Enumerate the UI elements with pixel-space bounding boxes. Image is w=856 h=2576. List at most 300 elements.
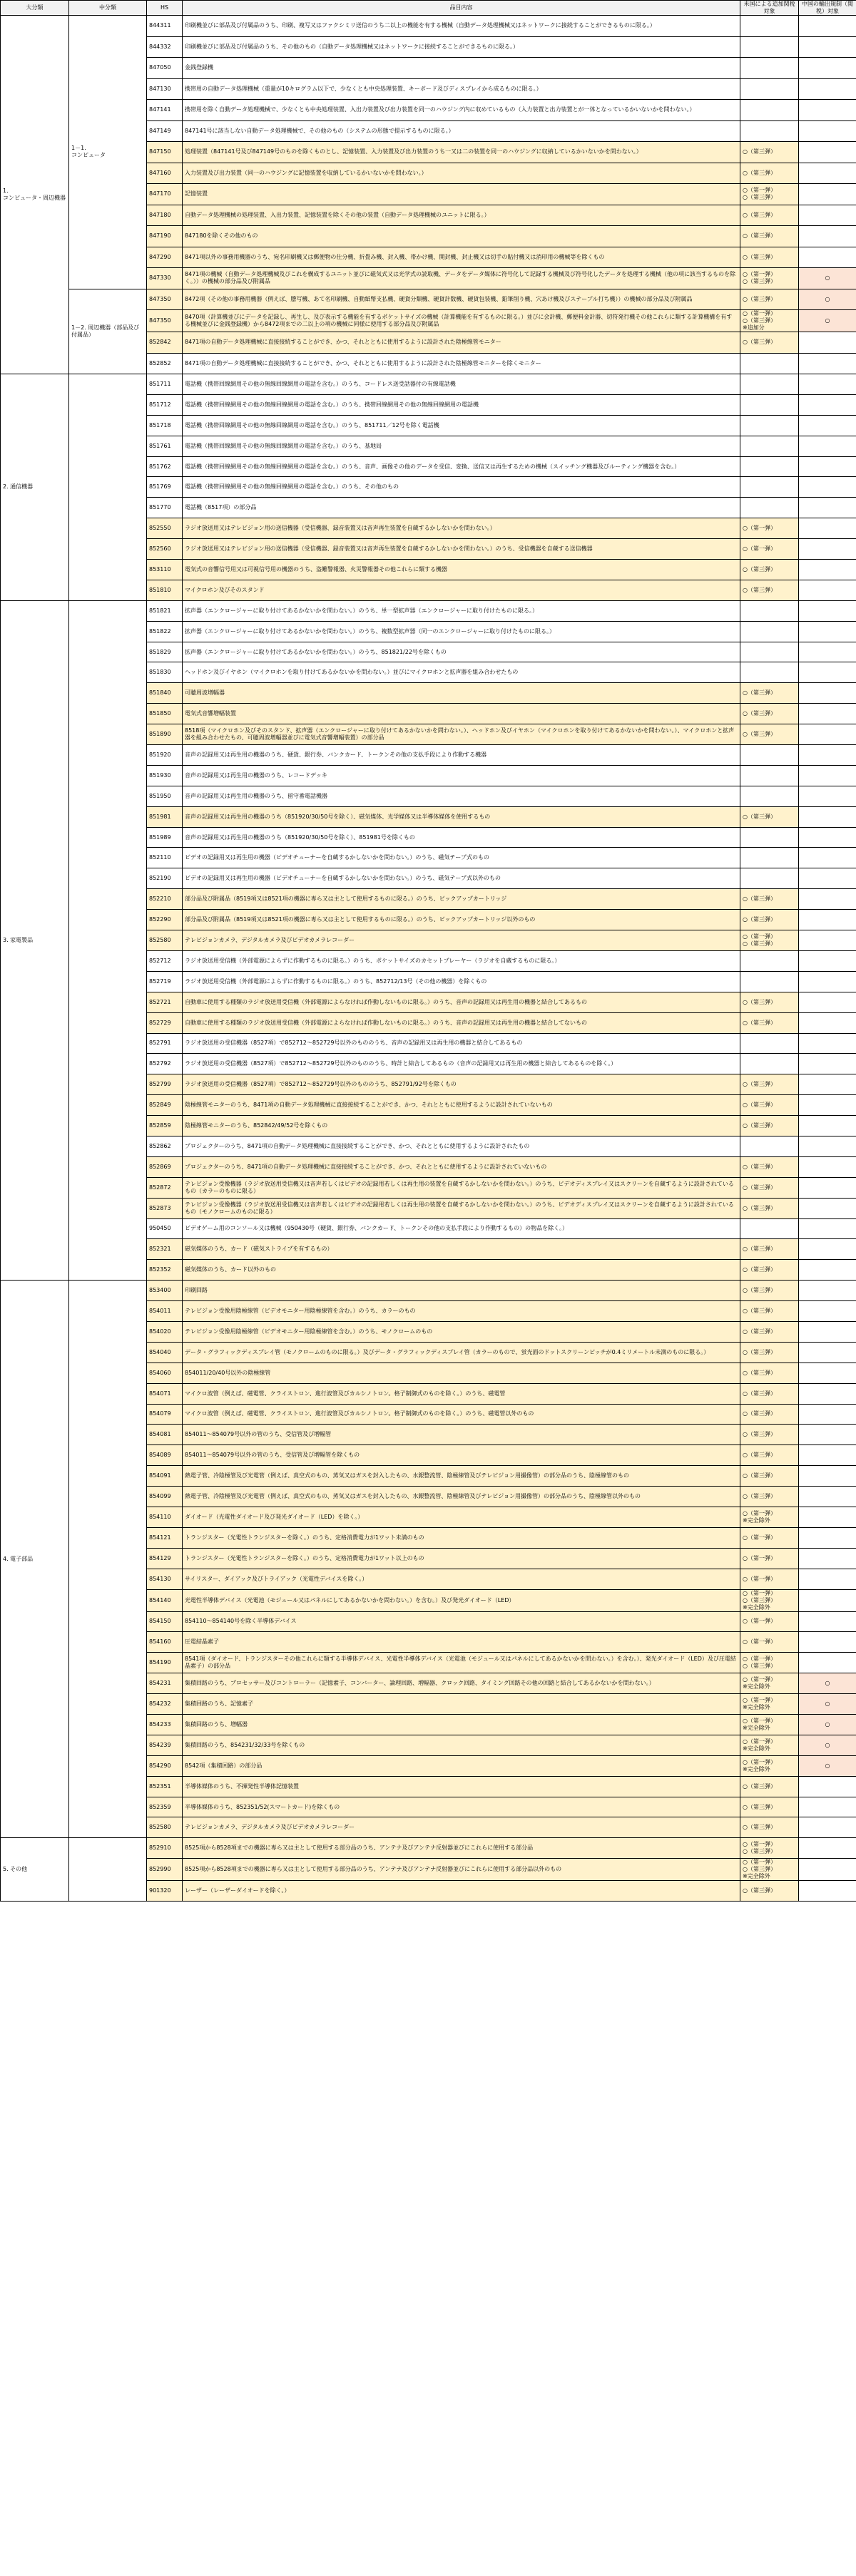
hs-code: 851821 [147, 600, 183, 621]
china-control-mark [799, 1116, 856, 1136]
china-control-mark [799, 683, 856, 704]
hs-code: 851890 [147, 724, 183, 745]
hs-code: 851989 [147, 827, 183, 848]
china-control-mark [799, 786, 856, 806]
item-description: マイクロホン及びそのスタンド [183, 580, 740, 600]
china-control-mark [799, 163, 856, 184]
china-control-mark [799, 1548, 856, 1569]
hs-code: 847050 [147, 58, 183, 79]
china-control-mark [799, 353, 856, 374]
item-description: 854011～854079号以外の管のうち、受信管及び増幅管を除くもの [183, 1445, 740, 1466]
hs-code: 852550 [147, 518, 183, 539]
hs-code: 950450 [147, 1218, 183, 1239]
item-description: ビデオの記録用又は再生用の機器（ビデオチューナーを自蔵するかしないかを問わない。）のうち、磁気テープ式のもの [183, 848, 740, 868]
us-tariff-mark: ○（第一弾） [740, 1527, 799, 1548]
item-description: 8471項の自動データ処理機械に直接接続することができ、かつ、それとともに使用するように設計された陰極線管モニターを除くモニター [183, 353, 740, 374]
us-tariff-mark: ○（第三弾） [740, 1342, 799, 1363]
china-control-mark [799, 1507, 856, 1527]
us-tariff-mark: ○（第三弾） [740, 1445, 799, 1466]
item-description: 携帯用を除く自動データ処理機械で、少なくとも中央処理装置、入出力装置及び出力装置を同一のハウジング内に収めているもの（入力装置と出力装置とが一体となっているかいないかを問わない。） [183, 100, 740, 121]
china-control-mark [799, 16, 856, 37]
hs-code: 852990 [147, 1859, 183, 1881]
china-control-mark [799, 58, 856, 79]
hs-code: 851850 [147, 704, 183, 724]
hs-code: 854081 [147, 1425, 183, 1445]
item-description: トランジスター（光電性トランジスターを除く。）のうち、定格消費電力が1ワット未満のもの [183, 1527, 740, 1548]
item-description: ビデオゲーム用のコンソール又は機械（950430号（硬貨、銀行券、バンクカード、トークンその他の支払手段により作動するもの）の物品を除く。） [183, 1218, 740, 1239]
china-control-mark: ○ [799, 1673, 856, 1694]
hs-code: 847150 [147, 142, 183, 163]
item-description: 磁気媒体のうち、カード以外のもの [183, 1260, 740, 1281]
hs-code: 851930 [147, 765, 183, 786]
hs-code: 852190 [147, 868, 183, 889]
china-control-mark: ○ [799, 1694, 856, 1715]
hs-code: 852580 [147, 930, 183, 951]
hs-code: 847149 [147, 120, 183, 142]
item-description: 電話機（携帯回線網用その他の無線回線網用の電話を含む。）のうち、音声、画像その他のデータを受信、変換、送信又は再生するための機械（スイッチング機器及びルーティング機器を含む。） [183, 456, 740, 477]
china-control-mark [799, 1239, 856, 1260]
item-description: 記憶装置 [183, 184, 740, 205]
hs-code: 851981 [147, 806, 183, 827]
header-major: 大分類 [1, 1, 69, 16]
item-description: 音声の記録用又は再生用の機器のうち（851920/30/50号を除く）、磁気媒体、光学媒体又は半導体媒体を使用するもの [183, 806, 740, 827]
china-control-mark: ○ [799, 268, 856, 289]
us-tariff-mark [740, 78, 799, 100]
us-tariff-mark: ○（第三弾） [740, 1260, 799, 1281]
hs-code: 852872 [147, 1177, 183, 1198]
china-control-mark [799, 205, 856, 226]
us-tariff-mark: ○（第三弾） [740, 1156, 799, 1177]
hs-code: 847190 [147, 226, 183, 247]
us-tariff-mark [740, 868, 799, 889]
china-control-mark [799, 1445, 856, 1466]
table-row [1, 1281, 856, 1301]
china-control-mark [799, 1487, 856, 1507]
hs-code: 852352 [147, 1260, 183, 1281]
item-description: 8525項から8528項までの機器に専ら又は主として使用する部分品のうち、アンテナ及びアンテナ反射器並びにこれらに使用する部分品 [183, 1838, 740, 1859]
us-tariff-mark: ○（第三弾） [740, 1881, 799, 1902]
hs-code: 852321 [147, 1239, 183, 1260]
us-tariff-mark: ○（第一弾） ○（第三弾） [740, 1653, 799, 1673]
item-description: 部分品及び附属品（8519項又は8521項の機器に専ら又は主として使用するものに限る。）のうち、ピックアップカートリッジ [183, 889, 740, 910]
us-tariff-mark: ○（第三弾） [740, 332, 799, 354]
us-tariff-mark: ○（第一弾） ※完全除外 [740, 1755, 799, 1776]
item-description: 電話機（8517項）の部分品 [183, 498, 740, 518]
us-tariff-mark [740, 36, 799, 58]
china-control-mark [799, 992, 856, 1012]
hs-code: 854233 [147, 1715, 183, 1735]
china-control-mark [799, 950, 856, 971]
item-description: 自動データ処理機械の処理装置、入出力装置、記憶装置を除くその他の装置（自動データ処理機械のユニットに限る。） [183, 205, 740, 226]
china-control-mark [799, 1260, 856, 1281]
hs-code: 854130 [147, 1569, 183, 1589]
us-tariff-mark: ○（第三弾） [740, 163, 799, 184]
item-description: 8542項（集積回路）の部分品 [183, 1755, 740, 1776]
item-description: 8471項以外の事務用機器のうち、宛名印刷機又は郵便物の仕分機、折畳み機、封入機、帯かけ機、開封機、封止機又は切手の貼付機又は消印用の機械等を除くもの [183, 247, 740, 268]
item-description: ラジオ放送用受信機（外部電源によらずに作動するものに限る。）のうち、ポケットサイズのカセットプレーヤー（ラジオを自蔵するものに限る。） [183, 950, 740, 971]
item-description: 拡声器（エンクロージャーに取り付けてあるかないかを問わない。）のうち、複数型拡声器（同一のエンクロージャーに取り付けたものに限る。） [183, 621, 740, 642]
item-description: 電気式の音響信号用又は可視信号用の機器のうち、盗難警報器、火災警報器その他これらに類する機器 [183, 560, 740, 580]
china-control-mark [799, 1136, 856, 1156]
item-description: プロジェクターのうち、8471項の自動データ処理機械に直接接続することができ、かつ、それとともに使用するように設計されたもの [183, 1136, 740, 1156]
hs-code: 854160 [147, 1632, 183, 1653]
item-description: 光電性半導体デバイス（光電池（モジュール又はパネルにしてあるかないかを問わない。）を含む。）及び発光ダイオード（LED） [183, 1589, 740, 1611]
us-tariff-mark [740, 1033, 799, 1054]
us-tariff-mark: ○（第三弾） [740, 704, 799, 724]
us-tariff-mark: ○（第一弾） ※完全除外 [740, 1507, 799, 1527]
china-control-mark [799, 1218, 856, 1239]
item-description: 入力装置及び出力装置（同一のハウジングに記憶装置を収納しているかいないかを問わない。） [183, 163, 740, 184]
us-tariff-mark: ○（第三弾） [740, 910, 799, 930]
us-tariff-mark: ○（第三弾） [740, 1466, 799, 1487]
category-cell: 2. 通信機器 [1, 374, 69, 601]
hs-code: 852210 [147, 889, 183, 910]
us-tariff-mark [740, 58, 799, 79]
china-control-mark [799, 1177, 856, 1198]
item-description: 音声の記録用又は再生用の機器のうち（851920/30/50号を除く）、851981号を除くもの [183, 827, 740, 848]
hs-code: 852799 [147, 1074, 183, 1095]
china-control-mark [799, 910, 856, 930]
china-control-mark [799, 436, 856, 456]
hs-code: 854150 [147, 1611, 183, 1632]
item-description: 半導体媒体のうち、不揮発性半導体記憶装置 [183, 1776, 740, 1797]
hs-code: 854079 [147, 1404, 183, 1425]
us-tariff-mark: ○（第三弾） [740, 1239, 799, 1260]
item-description: 854110～854140号を除く半導体デバイス [183, 1611, 740, 1632]
hs-code: 854071 [147, 1383, 183, 1404]
item-description: 電気式音響増幅装置 [183, 704, 740, 724]
china-control-mark [799, 642, 856, 662]
us-tariff-mark: ○（第一弾） ※完全除外 [740, 1715, 799, 1735]
item-description: 部分品及び附属品（8519項又は8521項の機器に専ら又は主として使用するものに限る。）のうち、ピックアップカートリッジ以外のもの [183, 910, 740, 930]
china-control-mark [799, 827, 856, 848]
table-row [1, 600, 856, 621]
us-tariff-mark: ○（第三弾） [740, 289, 799, 310]
china-control-mark [799, 704, 856, 724]
us-tariff-mark: ○（第三弾） [740, 247, 799, 268]
item-description: ラジオ放送用の受信機器（8527項）で852712～852729号以外のもののうち、音声の記録用又は再生用の機器と結合してあるもの [183, 1033, 740, 1054]
us-tariff-mark: ○（第一弾） ○（第三弾） ※追加分 [740, 310, 799, 332]
us-tariff-mark: ○（第三弾） [740, 1198, 799, 1218]
item-description: 電話機（携帯回線網用その他の無線回線網用の電話を含む。）のうち、携帯回線網用その他の無線回線網用の電話機 [183, 394, 740, 415]
item-description: 音声の記録用又は再生用の機器のうち、レコードデッキ [183, 765, 740, 786]
item-description: 印刷回路 [183, 1281, 740, 1301]
us-tariff-mark: ○（第一弾） ※完全除外 [740, 1735, 799, 1755]
china-control-mark [799, 1838, 856, 1859]
us-tariff-mark [740, 1136, 799, 1156]
item-description: 8471項の機械（自動データ処理機械及びこれを構成するユニット並びに磁気式又は光学式の読取機、データをデータ媒体に符号化して記録する機械及び符号化したデータを処理する機械（他の項に該当するものを除く。））の機械の部分品及び附属品 [183, 268, 740, 289]
us-tariff-mark: ○（第三弾） [740, 1817, 799, 1838]
china-control-mark [799, 1383, 856, 1404]
us-tariff-mark [740, 621, 799, 642]
china-control-mark [799, 374, 856, 395]
item-description: 8525項から8528項までの機器に専ら又は主として使用する部分品のうち、アンテナ及びアンテナ反射器並びにこれらに使用する部分品以外のもの [183, 1859, 740, 1881]
us-tariff-mark: ○（第三弾） [740, 1012, 799, 1033]
hs-code: 851712 [147, 394, 183, 415]
china-control-mark [799, 142, 856, 163]
us-tariff-mark: ○（第一弾） ○（第三弾） ※完全除外 [740, 1859, 799, 1881]
china-control-mark [799, 600, 856, 621]
china-control-mark: ○ [799, 310, 856, 332]
hs-code: 852290 [147, 910, 183, 930]
us-tariff-mark: ○（第三弾） [740, 1074, 799, 1095]
item-description: 音声の記録用又は再生用の機器のうち、留守番電話機器 [183, 786, 740, 806]
us-tariff-mark [740, 353, 799, 374]
hs-code: 847330 [147, 268, 183, 289]
china-control-mark: ○ [799, 289, 856, 310]
header-hs: HS [147, 1, 183, 16]
us-tariff-mark: ○（第一弾） ○（第三弾） [740, 1838, 799, 1859]
china-control-mark [799, 930, 856, 951]
hs-code: 851810 [147, 580, 183, 600]
us-tariff-mark [740, 827, 799, 848]
china-control-mark [799, 1776, 856, 1797]
hs-code: 854089 [147, 1445, 183, 1466]
hs-code: 852842 [147, 332, 183, 354]
item-description: 磁気媒体のうち、カード（磁気ストライプを有するもの） [183, 1239, 740, 1260]
item-description: レーザー（レーザーダイオードを除く。） [183, 1881, 740, 1902]
hs-code: 852869 [147, 1156, 183, 1177]
header-us-control: 米国による追加関税対象 [740, 1, 799, 16]
china-control-mark [799, 1301, 856, 1322]
item-description: 圧電結晶素子 [183, 1632, 740, 1653]
category-cell: 4. 電子部品 [1, 1281, 69, 1838]
item-description: ヘッドホン及びイヤホン（マイクロホンを取り付けてあるかないかを問わない。）並びにマイクロホンと拡声器を組み合わせたもの [183, 662, 740, 683]
hs-code: 851840 [147, 683, 183, 704]
hs-code: 854232 [147, 1694, 183, 1715]
hs-code: 851822 [147, 621, 183, 642]
china-control-mark [799, 36, 856, 58]
china-control-mark [799, 1363, 856, 1383]
table-row [1, 16, 856, 37]
us-tariff-mark: ○（第三弾） [740, 806, 799, 827]
us-tariff-mark [740, 1218, 799, 1239]
us-tariff-mark: ○（第三弾） [740, 1776, 799, 1797]
china-control-mark [799, 78, 856, 100]
item-description: データ・グラフィックディスプレイ管（モノクロームのものに限る。）及びデータ・グラフィックディスプレイ管（カラーのもので、蛍光面のドットスクリーンピッチが0.4ミリメートル未満のものに限る。） [183, 1342, 740, 1363]
item-description: 携帯用の自動データ処理機械（重量が10キログラム以下で、少なくとも中央処理装置、キーボード及びディスプレイから成るものに限る。） [183, 78, 740, 100]
china-control-mark [799, 1632, 856, 1653]
subcategory-cell [69, 600, 147, 1280]
china-control-mark [799, 765, 856, 786]
hs-code: 854121 [147, 1527, 183, 1548]
china-control-mark [799, 1797, 856, 1817]
us-tariff-mark: ○（第三弾） [740, 1095, 799, 1116]
china-control-mark [799, 1281, 856, 1301]
hs-code: 854129 [147, 1548, 183, 1569]
china-control-mark [799, 120, 856, 142]
hs-code: 847170 [147, 184, 183, 205]
subcategory-cell [69, 1838, 147, 1902]
table-row [1, 374, 856, 395]
us-tariff-mark [740, 786, 799, 806]
us-tariff-mark [740, 971, 799, 992]
category-cell: 3. 家電製品 [1, 600, 69, 1280]
hs-code: 844311 [147, 16, 183, 37]
item-description: 拡声器（エンクロージャーに取り付けてあるかないかを問わない。）のうち、単一型拡声器（エンクロージャーに取り付けたものに限る。） [183, 600, 740, 621]
hs-code: 847350 [147, 310, 183, 332]
item-description: 拡声器（エンクロージャーに取り付けてあるかないかを問わない。）のうち、851821/22号を除くもの [183, 642, 740, 662]
hs-code: 851711 [147, 374, 183, 395]
china-control-mark [799, 1321, 856, 1342]
item-description: 8518項（マイクロホン及びそのスタンド、拡声器（エンクロージャーに取り付けてあるかないかを問わない。）、ヘッドホン及びイヤホン（マイクロホンを取り付けてあるかないかを問わない。）、マイクロホンと拡声器を組み合わせたもの、可聴周波増幅器並びに電気式音響増幅装置）の部分品 [183, 724, 740, 745]
hs-code: 853400 [147, 1281, 183, 1301]
hs-code: 847130 [147, 78, 183, 100]
hs-code: 854060 [147, 1363, 183, 1383]
hs-code: 854099 [147, 1487, 183, 1507]
hs-code: 901320 [147, 1881, 183, 1902]
item-description: 8541項（ダイオード、トランジスターその他これらに類する半導体デバイス、光電性半導体デバイス（光電池（モジュール又はパネルにしてあるかないかを問わない。）を含む。）、発光ダイオード（LED）及び圧電結晶素子）の部分品 [183, 1653, 740, 1673]
china-control-mark [799, 184, 856, 205]
hs-code: 847160 [147, 163, 183, 184]
hs-code: 854190 [147, 1653, 183, 1673]
us-tariff-mark [740, 477, 799, 498]
china-control-mark [799, 1425, 856, 1445]
china-control-mark [799, 394, 856, 415]
header-row [1, 1, 856, 16]
hs-code: 854020 [147, 1321, 183, 1342]
us-tariff-mark [740, 436, 799, 456]
category-cell: 5. その他 [1, 1838, 69, 1902]
item-description: 金銭登録機 [183, 58, 740, 79]
us-tariff-mark [740, 374, 799, 395]
item-description: ラジオ放送用受信機（外部電源によらずに作動するものに限る。）のうち、852712/13号（その他の機器）を除くもの [183, 971, 740, 992]
us-tariff-mark [740, 848, 799, 868]
us-tariff-mark [740, 100, 799, 121]
item-description: 印刷機並びに部品及び付属品のうち、印刷、複写又はファクシミリ送信のうち二以上の機能を有する機械（自動データ処理機械又はネットワークに接続することができるものに限る。） [183, 16, 740, 37]
us-tariff-mark [740, 498, 799, 518]
item-description: テレビジョン受像機器（ラジオ放送用受信機又は音声若しくはビデオの記録用若しくは再生用の装置を自蔵するかしないかを問わない。）のうち、ビデオディスプレイ又はスクリーンを自蔵するように設計されているもの（カラーのものに限る） [183, 1177, 740, 1198]
us-tariff-mark: ○（第三弾） [740, 992, 799, 1012]
china-control-mark [799, 332, 856, 354]
item-description: テレビジョンカメラ、デジタルカメラ及びビデオカメラレコーダー [183, 930, 740, 951]
item-description: 熱電子管、冷陰極管及び光電管（例えば、真空式のもの、蒸気又はガスを封入したもの、水銀整流管、陰極線管及びテレビジョン用撮像管）の部分品のうち、陰極線管以外のもの [183, 1487, 740, 1507]
item-description: 可聴周波増幅器 [183, 683, 740, 704]
china-control-mark [799, 1342, 856, 1363]
us-tariff-mark: ○（第三弾） [740, 1383, 799, 1404]
hs-code: 851920 [147, 745, 183, 766]
us-tariff-mark: ○（第一弾） ○（第三弾） [740, 268, 799, 289]
us-tariff-mark: ○（第一弾） [740, 1548, 799, 1569]
subcategory-cell: 1－2. 周辺機器（部品及び付属品） [69, 289, 147, 374]
china-control-mark [799, 745, 856, 766]
us-tariff-mark [740, 662, 799, 683]
table-row [1, 1838, 856, 1859]
hs-code: 854011 [147, 1301, 183, 1322]
item-description: テレビジョンカメラ、デジタルカメラ及びビデオカメラレコーダー [183, 1817, 740, 1838]
china-control-mark [799, 1817, 856, 1838]
item-description: テレビジョン受像用陰極線管（ビデオモニター用陰極線管を含む。）のうち、モノクロームのもの [183, 1321, 740, 1342]
us-tariff-mark [740, 16, 799, 37]
us-tariff-mark: ○（第一弾） [740, 1632, 799, 1653]
item-description: 自動車に使用する種類のラジオ放送用受信機（外部電源によらなければ作動しないものに限る。）のうち、音声の記録用又は再生用の機器と結合してあるもの [183, 992, 740, 1012]
hs-code: 852580 [147, 1817, 183, 1838]
hs-code: 852560 [147, 539, 183, 560]
china-control-mark [799, 724, 856, 745]
us-tariff-mark: ○（第三弾） [740, 560, 799, 580]
us-tariff-mark: ○（第三弾） [740, 1797, 799, 1817]
hs-code: 853110 [147, 560, 183, 580]
china-control-mark [799, 477, 856, 498]
hs-code: 851761 [147, 436, 183, 456]
us-tariff-mark: ○（第三弾） [740, 142, 799, 163]
subcategory-cell: 1－1. コンピュータ [69, 16, 147, 289]
china-control-mark [799, 848, 856, 868]
item-description: 集積回路のうち、増幅器 [183, 1715, 740, 1735]
item-description: 陰極線管モニターのうち、852842/49/52号を除くもの [183, 1116, 740, 1136]
us-tariff-mark: ○（第三弾） [740, 1321, 799, 1342]
china-control-mark [799, 100, 856, 121]
china-control-mark [799, 806, 856, 827]
us-tariff-mark [740, 394, 799, 415]
us-tariff-mark: ○（第三弾） [740, 226, 799, 247]
china-control-mark [799, 1527, 856, 1548]
hs-code: 852862 [147, 1136, 183, 1156]
hs-code: 852791 [147, 1033, 183, 1054]
item-description: 熱電子管、冷陰極管及び光電管（例えば、真空式のもの、蒸気又はガスを封入したもの、水銀整流管、陰極線管及びテレビジョン用撮像管）の部分品のうち、陰極線管のもの [183, 1466, 740, 1487]
item-description: トランジスター（光電性トランジスターを除く。）のうち、定格消費電力が1ワット以上のもの [183, 1548, 740, 1569]
us-tariff-mark: ○（第一弾） ○（第三弾） [740, 184, 799, 205]
hs-code: 851770 [147, 498, 183, 518]
hs-code: 852849 [147, 1095, 183, 1116]
item-description: マイクロ波管（例えば、磁電管、クライストロン、進行波管及びカルシノトロン。格子制御式のものを除く。）のうち、磁電管 [183, 1383, 740, 1404]
china-control-mark [799, 621, 856, 642]
us-tariff-mark: ○（第三弾） [740, 724, 799, 745]
header-item: 品目内容 [183, 1, 740, 16]
us-tariff-mark: ○（第三弾） [740, 683, 799, 704]
china-control-mark: ○ [799, 1755, 856, 1776]
us-tariff-mark: ○（第三弾） [740, 205, 799, 226]
china-control-mark [799, 1095, 856, 1116]
us-tariff-mark: ○（第三弾） [740, 1177, 799, 1198]
hs-code: 851762 [147, 456, 183, 477]
item-description: 集積回路のうち、854231/32/33号を除くもの [183, 1735, 740, 1755]
us-tariff-mark [740, 415, 799, 436]
hs-code: 852110 [147, 848, 183, 868]
item-description: 854011～854079号以外の管のうち、受信管及び増幅管 [183, 1425, 740, 1445]
item-description: テレビジョン受像用陰極線管（ビデオモニター用陰極線管を含む。）のうち、カラーのもの [183, 1301, 740, 1322]
us-tariff-mark: ○（第一弾） [740, 1569, 799, 1589]
us-tariff-mark: ○（第一弾） ※完全除外 [740, 1673, 799, 1694]
us-tariff-mark: ○（第三弾） [740, 1487, 799, 1507]
subcategory-cell [69, 1281, 147, 1838]
hs-code: 847180 [147, 205, 183, 226]
item-description: マイクロ波管（例えば、磁電管、クライストロン、進行波管及びカルシノトロン。格子制御式のものを除く。）のうち、磁電管以外のもの [183, 1404, 740, 1425]
item-description: ダイオード（光電性ダイオード及び発光ダイオード（LED）を除く。） [183, 1507, 740, 1527]
china-control-mark [799, 580, 856, 600]
hs-code: 847350 [147, 289, 183, 310]
china-control-mark [799, 560, 856, 580]
china-control-mark [799, 1653, 856, 1673]
item-description: 8471項の自動データ処理機械に直接接続することができ、かつ、それとともに使用するように設計された陰極線管モニター [183, 332, 740, 354]
china-control-mark [799, 1589, 856, 1611]
item-description: 処理装置（847141号及び847149号のものを除くものとし、記憶装置、入力装置及び出力装置のうち一又は二の装置を同一のハウジングに収納しているかいないかを問わない。） [183, 142, 740, 163]
china-control-mark [799, 1466, 856, 1487]
us-tariff-mark: ○（第一弾） ※完全除外 [740, 1694, 799, 1715]
item-description: 847180を除くその他のもの [183, 226, 740, 247]
item-description: 847141号に該当しない自動データ処理機械で、その他のもの（システムの形態で提示するものに限る。） [183, 120, 740, 142]
hs-code: 851830 [147, 662, 183, 683]
hs-code: 852910 [147, 1838, 183, 1859]
us-tariff-mark: ○（第三弾） [740, 1425, 799, 1445]
item-description: 集積回路のうち、記憶素子 [183, 1694, 740, 1715]
item-description: 電話機（携帯回線網用その他の無線回線網用の電話を含む。）のうち、851711／12号を除く電話機 [183, 415, 740, 436]
hs-code: 847141 [147, 100, 183, 121]
china-control-mark [799, 1881, 856, 1902]
item-description: ラジオ放送用の受信機器（8527項）で852712～852729号以外のもののうち、時計と結合してあるもの（音声の記録用又は再生用の機器と結合してあるものを除く。） [183, 1054, 740, 1074]
china-control-mark [799, 1012, 856, 1033]
us-tariff-mark: ○（第三弾） [740, 889, 799, 910]
